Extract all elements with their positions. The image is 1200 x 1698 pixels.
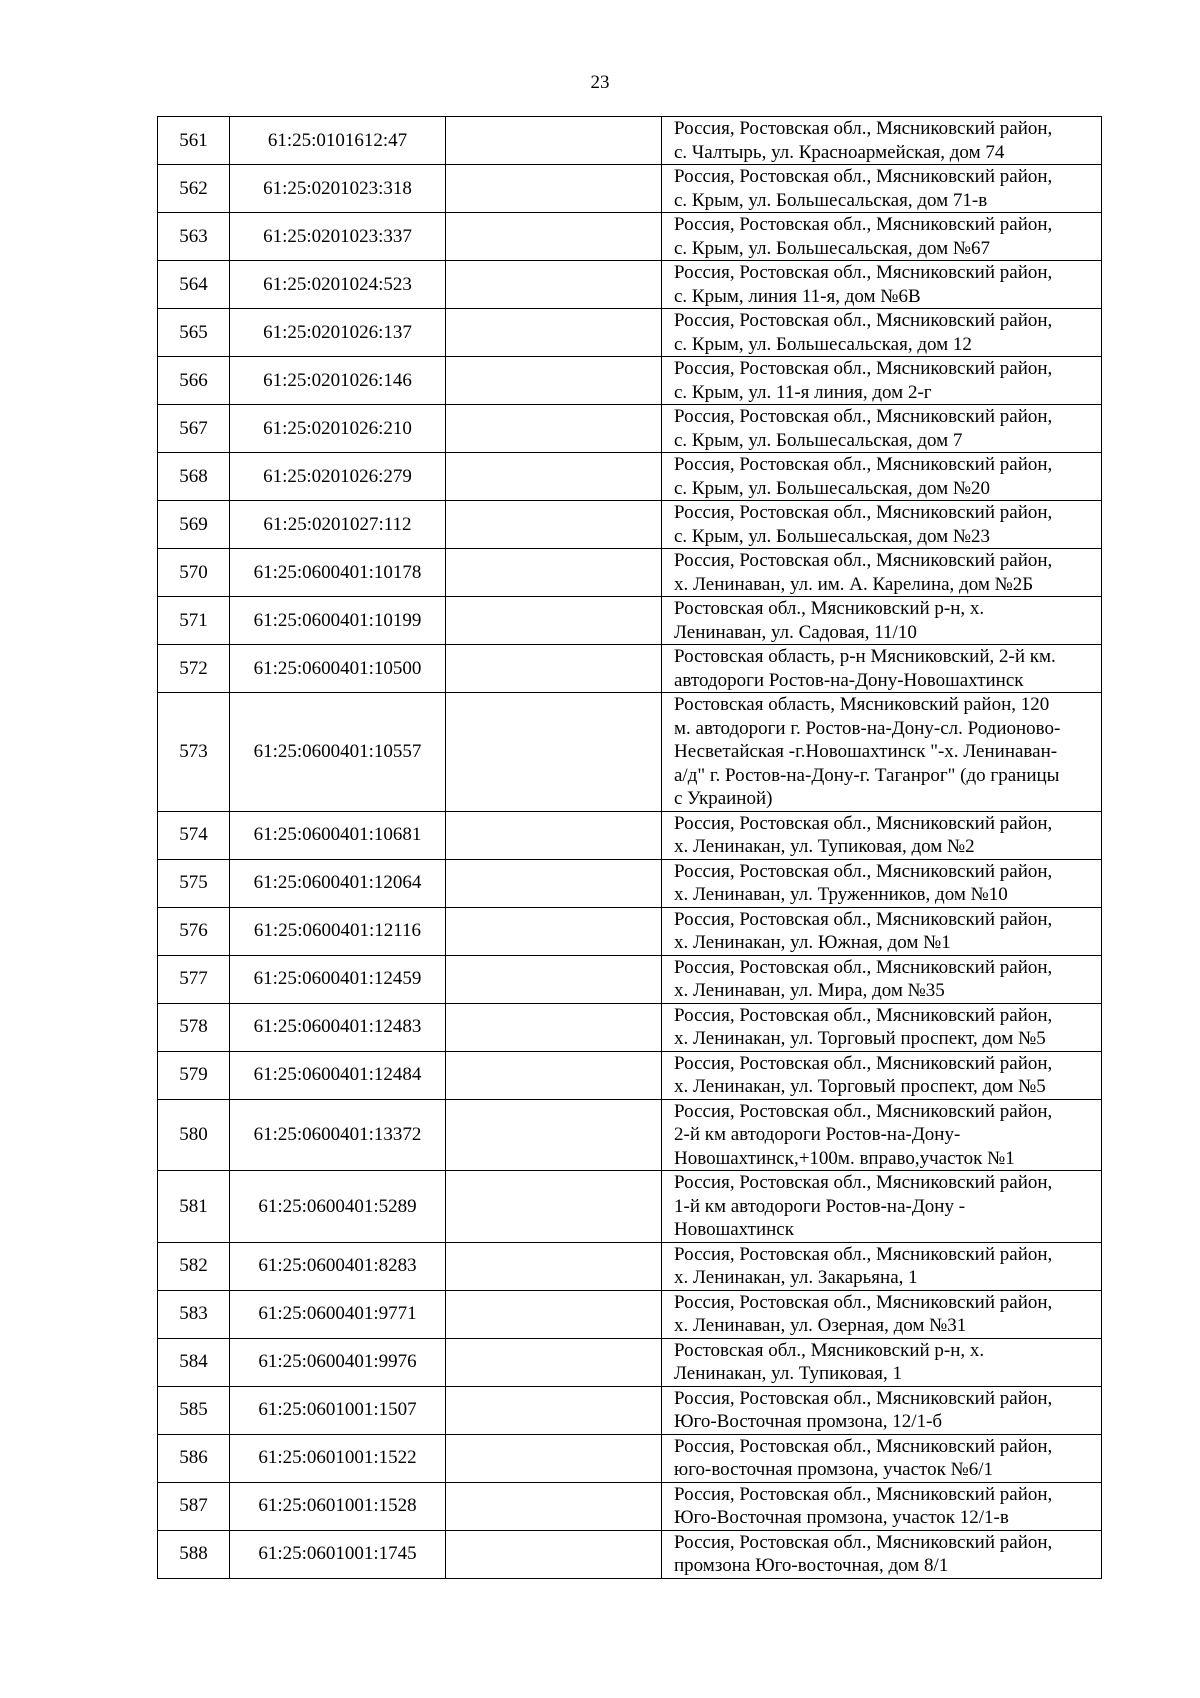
table-row	[158, 1171, 1102, 1243]
empty-cell	[446, 1338, 662, 1386]
empty-cell	[446, 549, 662, 597]
empty-cell	[446, 117, 662, 165]
cadastral-number-cell: 61:25:0600401:8283	[230, 1242, 446, 1290]
row-number-cell: 574	[158, 811, 230, 859]
address-cell	[662, 597, 1102, 645]
address-line: Ростовская область, Мясниковский район, 120	[674, 694, 1050, 715]
address-line: промзона Юго-восточная, дом 8/1	[674, 1555, 949, 1576]
table-row	[158, 213, 1102, 261]
table-row	[158, 1530, 1102, 1578]
address-cell	[662, 955, 1102, 1003]
row-number-cell: 576	[158, 907, 230, 955]
cadastral-number-cell: 61:25:0600401:10199	[230, 597, 446, 645]
address-cell	[662, 1099, 1102, 1171]
table-row	[158, 453, 1102, 501]
address-line: Ростовская обл., Мясниковский р-н, х.	[674, 1339, 985, 1361]
address-cell	[662, 859, 1102, 907]
address-line: с Украиной)	[674, 788, 773, 809]
row-number-cell: 578	[158, 1003, 230, 1051]
address-line: Россия, Ростовская обл., Мясниковский район,	[674, 214, 1053, 235]
row-number-cell: 573	[158, 693, 230, 812]
table-row	[158, 1434, 1102, 1482]
empty-cell	[446, 645, 662, 693]
address-line: Новошахтинск,+100м. вправо,участок №1	[674, 1147, 1015, 1169]
address-line: Россия, Ростовская обл., Мясниковский район,	[674, 956, 1053, 978]
address-line: с. Крым, ул. Большесальская, дом №23	[674, 525, 991, 547]
empty-cell	[446, 165, 662, 213]
table-row	[158, 1482, 1102, 1530]
row-number-cell: 566	[158, 357, 230, 405]
address-line: Россия, Ростовская обл., Мясниковский район,	[674, 1052, 1053, 1074]
row-number-cell: 582	[158, 1242, 230, 1290]
row-number-cell: 581	[158, 1171, 230, 1243]
cadastral-number-cell: 61:25:0600401:12483	[230, 1003, 446, 1051]
cadastral-number-cell: 61:25:0601001:1522	[230, 1434, 446, 1482]
address-line: Несветайская -г.Новошахтинск "-х. Ленинаван-	[674, 741, 1058, 762]
address-cell	[662, 811, 1102, 859]
address-line: Россия, Ростовская обл., Мясниковский район,	[674, 454, 1053, 475]
cadastral-number-cell: 61:25:0600401:13372	[230, 1099, 446, 1171]
empty-cell	[446, 309, 662, 357]
empty-cell	[446, 213, 662, 261]
address-line: Россия, Ростовская обл., Мясниковский район,	[674, 406, 1053, 427]
empty-cell	[446, 1171, 662, 1243]
cadastral-number-cell: 61:25:0601001:1528	[230, 1482, 446, 1530]
table-row	[158, 1386, 1102, 1434]
address-line: с. Крым, ул. Большесальская, дом №20	[674, 477, 991, 499]
cadastral-number-cell: 61:25:0201026:279	[230, 453, 446, 501]
address-cell	[662, 117, 1102, 165]
cadastral-number-cell: 61:25:0600401:12116	[230, 907, 446, 955]
address-line: Юго-Восточная промзона, 12/1-б	[674, 1411, 943, 1432]
row-number-cell: 580	[158, 1099, 230, 1171]
cadastral-number-cell: 61:25:0600401:10500	[230, 645, 446, 693]
address-line: Россия, Ростовская обл., Мясниковский район,	[674, 1004, 1053, 1026]
address-line: х. Ленинакан, ул. Южная, дом №1	[674, 932, 951, 953]
parcel-registry-table	[157, 116, 1102, 1579]
empty-cell	[446, 693, 662, 812]
row-number-cell: 562	[158, 165, 230, 213]
address-line: Новошахтинск	[674, 1219, 794, 1240]
empty-cell	[446, 859, 662, 907]
address-line: х. Ленинакан, ул. Закарьяна, 1	[674, 1267, 918, 1288]
table-row	[158, 165, 1102, 213]
table-row	[158, 309, 1102, 357]
address-line: с. Крым, ул. Большесальская, дом №67	[674, 237, 991, 259]
address-line: юго-восточная промзона, участок №6/1	[674, 1459, 993, 1480]
table-row	[158, 1051, 1102, 1099]
cadastral-number-cell: 61:25:0201026:137	[230, 309, 446, 357]
row-number-cell: 569	[158, 501, 230, 549]
address-cell	[662, 165, 1102, 213]
address-line: Россия, Ростовская обл., Мясниковский район,	[674, 166, 1053, 187]
address-line: с. Крым, ул. Большесальская, дом 7	[674, 429, 963, 451]
table-row	[158, 549, 1102, 597]
cadastral-number-cell: 61:25:0201026:210	[230, 405, 446, 453]
address-cell	[662, 1338, 1102, 1386]
row-number-cell: 588	[158, 1530, 230, 1578]
row-number-cell: 567	[158, 405, 230, 453]
empty-cell	[446, 1290, 662, 1338]
cadastral-number-cell: 61:25:0600401:12459	[230, 955, 446, 1003]
address-cell	[662, 1434, 1102, 1482]
address-line: х. Ленинакан, ул. Торговый проспект, дом №5	[674, 1076, 1046, 1097]
cadastral-number-cell: 61:25:0201027:112	[230, 501, 446, 549]
address-line: с. Крым, линия 11-я, дом №6В	[674, 285, 921, 307]
empty-cell	[446, 1099, 662, 1171]
address-line: Россия, Ростовская обл., Мясниковский район,	[674, 1172, 1053, 1193]
cadastral-number-cell: 61:25:0201026:146	[230, 357, 446, 405]
address-cell	[662, 1530, 1102, 1578]
table-row	[158, 955, 1102, 1003]
address-line: х. Ленинакан, ул. Торговый проспект, дом №5	[674, 1028, 1046, 1049]
row-number-cell: 564	[158, 261, 230, 309]
cadastral-number-cell: 61:25:0600401:9976	[230, 1338, 446, 1386]
address-line: Россия, Ростовская обл., Мясниковский район,	[674, 1387, 1053, 1409]
row-number-cell: 572	[158, 645, 230, 693]
address-cell	[662, 1051, 1102, 1099]
address-line: Россия, Ростовская обл., Мясниковский район,	[674, 860, 1053, 882]
address-line: м. автодороги г. Ростов-на-Дону-сл. Родионово-	[674, 717, 1061, 739]
cadastral-number-cell: 61:25:0600401:9771	[230, 1290, 446, 1338]
address-line: Россия, Ростовская обл., Мясниковский район,	[674, 1435, 1053, 1457]
address-cell	[662, 501, 1102, 549]
address-cell	[662, 693, 1102, 812]
cadastral-number-cell: 61:25:0201024:523	[230, 261, 446, 309]
row-number-cell: 584	[158, 1338, 230, 1386]
address-line: Россия, Ростовская обл., Мясниковский район,	[674, 502, 1053, 523]
address-line: а/д" г. Ростов-на-Дону-г. Таганрог" (до границы	[674, 764, 1060, 786]
address-line: х. Ленинаван, ул. им. А. Карелина, дом №2Б	[674, 573, 1034, 595]
address-line: х. Ленинаван, ул. Мира, дом №35	[674, 980, 945, 1001]
address-cell	[662, 1482, 1102, 1530]
table-row	[158, 645, 1102, 693]
address-line: Россия, Ростовская обл., Мясниковский район,	[674, 1531, 1053, 1553]
address-line: Россия, Ростовская обл., Мясниковский район,	[674, 358, 1053, 379]
table-row	[158, 907, 1102, 955]
cadastral-number-cell: 61:25:0600401:12064	[230, 859, 446, 907]
address-cell	[662, 213, 1102, 261]
address-cell	[662, 907, 1102, 955]
address-line: Россия, Ростовская обл., Мясниковский район,	[674, 812, 1053, 834]
address-cell	[662, 1171, 1102, 1243]
empty-cell	[446, 405, 662, 453]
cadastral-number-cell: 61:25:0600401:10681	[230, 811, 446, 859]
table-row	[158, 1290, 1102, 1338]
cadastral-number-cell: 61:25:0601001:1507	[230, 1386, 446, 1434]
row-number-cell: 575	[158, 859, 230, 907]
table-row	[158, 261, 1102, 309]
address-line: Россия, Ростовская обл., Мясниковский район,	[674, 1483, 1053, 1505]
row-number-cell: 586	[158, 1434, 230, 1482]
row-number-cell: 565	[158, 309, 230, 357]
empty-cell	[446, 261, 662, 309]
table-row	[158, 693, 1102, 812]
address-line: Россия, Ростовская обл., Мясниковский район,	[674, 908, 1053, 930]
empty-cell	[446, 453, 662, 501]
row-number-cell: 570	[158, 549, 230, 597]
address-line: 2-й км автодороги Ростов-на-Дону-	[674, 1124, 961, 1145]
cadastral-number-cell: 61:25:0600401:10557	[230, 693, 446, 812]
row-number-cell: 563	[158, 213, 230, 261]
address-line: Ростовская обл., Мясниковский р-н, х.	[674, 598, 985, 619]
address-line: Россия, Ростовская обл., Мясниковский район,	[674, 1243, 1053, 1265]
table-row	[158, 1003, 1102, 1051]
address-cell	[662, 1290, 1102, 1338]
address-cell	[662, 357, 1102, 405]
address-cell	[662, 549, 1102, 597]
empty-cell	[446, 955, 662, 1003]
address-line: Россия, Ростовская обл., Мясниковский район,	[674, 1100, 1053, 1122]
row-number-cell: 571	[158, 597, 230, 645]
address-line: Ростовская область, р-н Мясниковский, 2-й км.	[674, 646, 1056, 667]
empty-cell	[446, 1434, 662, 1482]
cadastral-number-cell: 61:25:0201023:318	[230, 165, 446, 213]
cadastral-number-cell: 61:25:0600401:10178	[230, 549, 446, 597]
address-line: Россия, Ростовская обл., Мясниковский район,	[674, 550, 1053, 571]
table-row	[158, 859, 1102, 907]
row-number-cell: 583	[158, 1290, 230, 1338]
address-line: Ленинаван, ул. Садовая, 11/10	[674, 621, 917, 643]
address-cell	[662, 453, 1102, 501]
registry-table-body	[158, 117, 1102, 1579]
page-number: 23	[590, 72, 610, 93]
cadastral-number-cell: 61:25:0101612:47	[230, 117, 446, 165]
cadastral-number-cell: 61:25:0201023:337	[230, 213, 446, 261]
address-line: с. Чалтырь, ул. Красноармейская, дом 74	[674, 141, 1005, 163]
address-cell	[662, 645, 1102, 693]
row-number-cell: 587	[158, 1482, 230, 1530]
address-line: Ленинакан, ул. Тупиковая, 1	[674, 1363, 902, 1384]
cadastral-number-cell: 61:25:0600401:5289	[230, 1171, 446, 1243]
address-line: автодороги Ростов-на-Дону-Новошахтинск	[674, 669, 1024, 691]
table-row	[158, 1242, 1102, 1290]
cadastral-number-cell: 61:25:0600401:12484	[230, 1051, 446, 1099]
table-row	[158, 405, 1102, 453]
address-line: с. Крым, ул. Большесальская, дом 71-в	[674, 189, 988, 211]
empty-cell	[446, 501, 662, 549]
table-row	[158, 1338, 1102, 1386]
row-number-cell: 577	[158, 955, 230, 1003]
empty-cell	[446, 1003, 662, 1051]
address-line: х. Ленинакан, ул. Тупиковая, дом №2	[674, 836, 975, 857]
row-number-cell: 585	[158, 1386, 230, 1434]
address-line: с. Крым, ул. 11-я линия, дом 2-г	[674, 381, 932, 403]
address-line: х. Ленинаван, ул. Труженников, дом №10	[674, 884, 1008, 905]
row-number-cell: 579	[158, 1051, 230, 1099]
empty-cell	[446, 1482, 662, 1530]
address-cell	[662, 1386, 1102, 1434]
address-line: Россия, Ростовская обл., Мясниковский район,	[674, 118, 1053, 139]
address-line: с. Крым, ул. Большесальская, дом 12	[674, 333, 972, 355]
empty-cell	[446, 1051, 662, 1099]
table-row	[158, 597, 1102, 645]
empty-cell	[446, 1530, 662, 1578]
empty-cell	[446, 1386, 662, 1434]
address-cell	[662, 309, 1102, 357]
address-line: х. Ленинаван, ул. Озерная, дом №31	[674, 1315, 967, 1336]
table-row	[158, 117, 1102, 165]
table-row	[158, 501, 1102, 549]
row-number-cell: 561	[158, 117, 230, 165]
row-number-cell: 568	[158, 453, 230, 501]
address-line: Россия, Ростовская обл., Мясниковский район,	[674, 310, 1053, 331]
empty-cell	[446, 357, 662, 405]
empty-cell	[446, 597, 662, 645]
address-line: Юго-Восточная промзона, участок 12/1-в	[674, 1507, 1009, 1528]
address-cell	[662, 1242, 1102, 1290]
address-cell	[662, 1003, 1102, 1051]
cadastral-number-cell: 61:25:0601001:1745	[230, 1530, 446, 1578]
empty-cell	[446, 811, 662, 859]
table-row	[158, 1099, 1102, 1171]
address-cell	[662, 405, 1102, 453]
address-line: Россия, Ростовская обл., Мясниковский район,	[674, 1291, 1053, 1313]
empty-cell	[446, 1242, 662, 1290]
empty-cell	[446, 907, 662, 955]
address-cell	[662, 261, 1102, 309]
address-line: Россия, Ростовская обл., Мясниковский район,	[674, 262, 1053, 283]
table-row	[158, 811, 1102, 859]
address-line: 1-й км автодороги Ростов-на-Дону -	[674, 1195, 966, 1217]
table-row	[158, 357, 1102, 405]
